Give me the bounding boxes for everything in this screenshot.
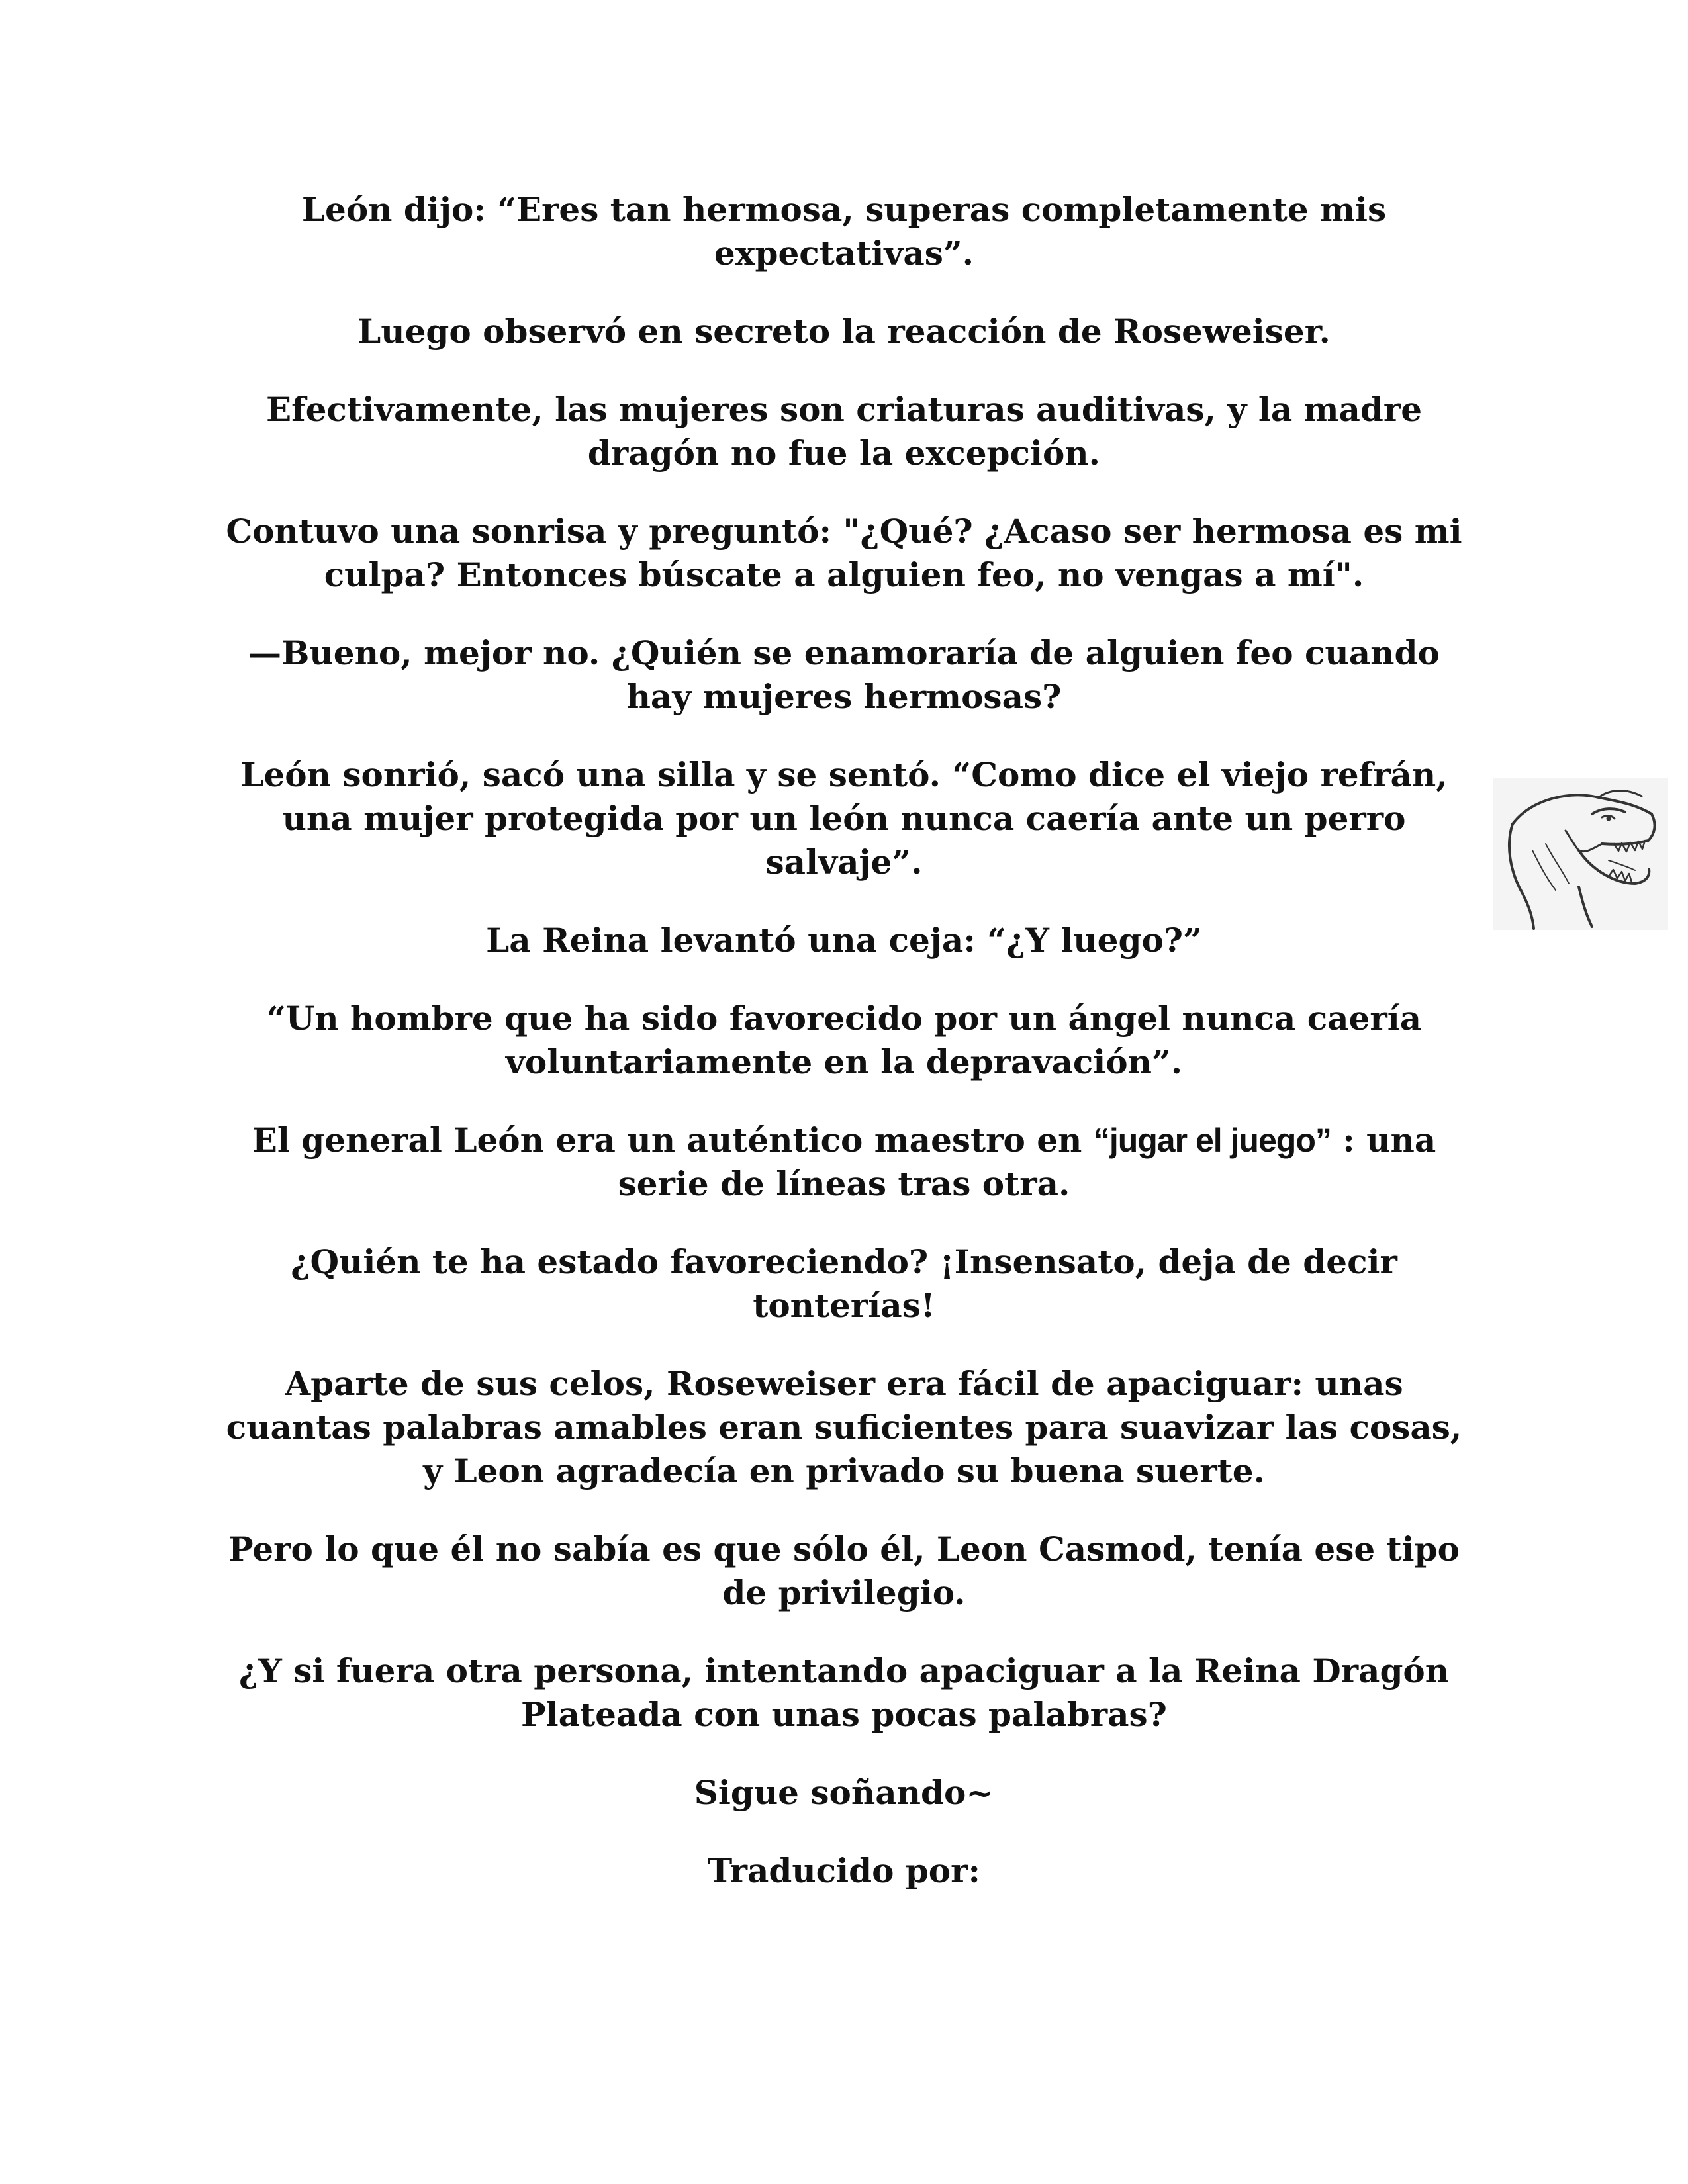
document-body [218,188,1470,1927]
paragraph: —Bueno, mejor no. ¿Quién se enamoraría de alguien feo cuando hay mujeres hermosas? [248,633,1440,716]
paragraph: ¿Quién te ha estado favoreciendo? ¡Insensato, deja de decir tonterías! [291,1242,1397,1325]
paragraph: Efectivamente, las mujeres son criaturas auditivas, y la madre dragón no fue la excepción. [265,390,1423,473]
closing-line: Sigue soñando~ [694,1773,994,1812]
paragraph-text-before: El general León era un auténtico maestro en [252,1120,1094,1160]
paragraph: Contuvo una sonrisa y preguntó: "¿Qué? ¿Acaso ser hermosa es mi culpa? Entonces búscate a alguien feo, no vengas a mí". [226,512,1462,594]
paragraph: Luego observó en secreto la reacción de Roseweiser. [357,312,1331,351]
paragraph-text-after: : una serie de líneas tras otra. [618,1120,1436,1203]
paragraph: Aparte de sus celos, Roseweiser era fácil de apaciguar: unas cuantas palabras amables eran suficientes para suavizar las cosas, y Leon agradecía en privado su buena suerte. [226,1364,1462,1490]
paragraph: ¿Y si fuera otra persona, intentando apaciguar a la Reina Dragón Plateada con unas pocas palabras? [238,1651,1450,1734]
highlight-phrase: “jugar el juego” [1093,1122,1331,1159]
credits-line: Traducido por: [708,1851,980,1890]
paragraph: León sonrió, sacó una silla y se sentó. “Como dice el viejo refrán, una mujer protegida por un león nunca caería ante un perro salvaje”. [240,755,1448,882]
paragraph: La Reina levantó una ceja: “¿Y luego?” [486,921,1202,960]
paragraph-mixed [218,1118,1470,1206]
paragraph: Pero lo que él no sabía es que sólo él, Leon Casmod, tenía ese tipo de privilegio. [228,1529,1460,1612]
paragraph: “Un hombre que ha sido favorecido por un ángel nunca caería voluntariamente en la depravación”. [266,999,1422,1081]
paragraph: León dijo: “Eres tan hermosa, superas completamente mis expectativas”. [301,190,1387,273]
dinosaur-sketch-icon [1493,778,1668,930]
